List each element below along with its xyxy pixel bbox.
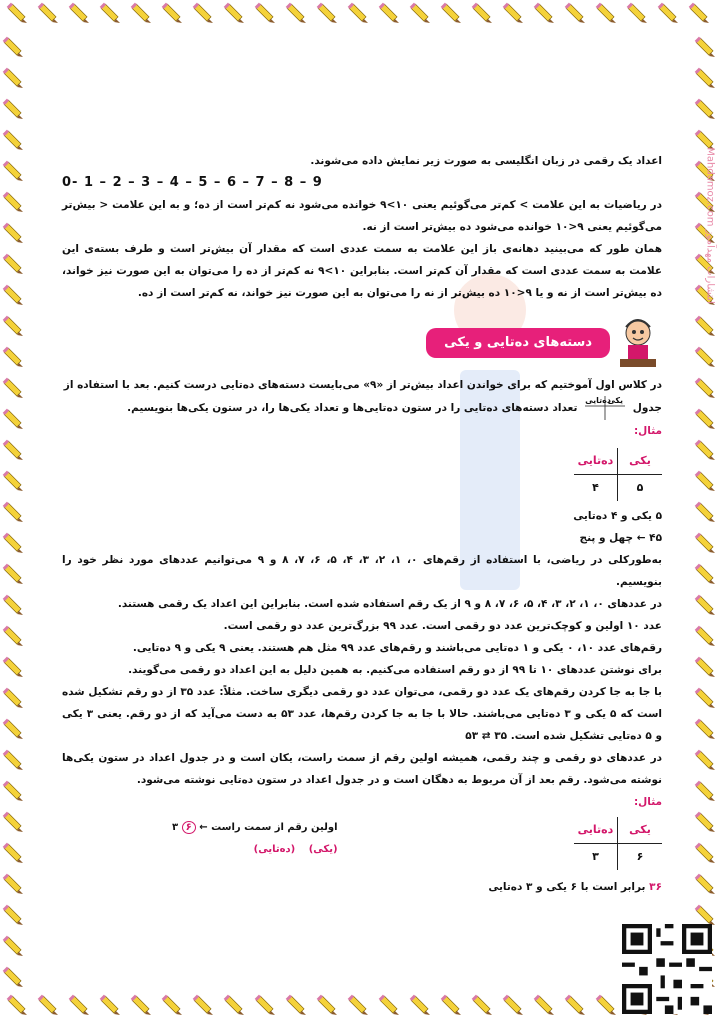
example2-number: ۳۶: [649, 881, 662, 893]
paragraph-ten-groups: در کلاس اول آموختیم که برای خواندن اعداد بیش‌تر از «۹» می‌بایست دسته‌های ده‌تایی درست کنیم. بعد با استفاده از: [63, 379, 662, 391]
qr-code-icon: [622, 924, 712, 1014]
pencil-icon: [317, 3, 337, 23]
paragraph-digits: به‌طورکلی در ریاضی، با استفاده از رقم‌های ۰، ۱، ۲، ۳، ۴، ۵، ۶، ۷، ۸ و ۹ می‌توانیم عددهای مورد نظر خود را بنویسیم.: [62, 554, 662, 588]
col-ones-header: یکی: [618, 448, 662, 475]
table-word: جدول: [632, 402, 662, 414]
paragraph-comparison-signs: در ریاضیات به این علامت > کم‌تر می‌گوئیم یعنی ۱۰>۹ خوانده می‌شود نه کم‌تر است از ده؛ و به این علامت < بیش‌تر می‌گوئیم یعنی ۹<۱۰ خوانده می‌شود ده بیش‌تر است از نه.: [62, 199, 662, 233]
pencil-icon: [100, 995, 120, 1015]
example2-result: [62, 876, 662, 898]
pencil-icon: [255, 3, 275, 23]
intro-paragraph: اعداد یک رقمی در زبان انگلیسی به صورت زیر نمایش داده می‌شوند.: [310, 155, 662, 167]
pencil-icon: [695, 502, 715, 522]
pencil-icon: [38, 995, 58, 1015]
mini-table-tens-label: ده‌تایی: [585, 396, 611, 405]
pencil-icon: [3, 161, 23, 181]
pencil-icon: [3, 347, 23, 367]
pencil-icon: [3, 688, 23, 708]
pencil-icon: [695, 657, 715, 677]
paragraph-two-digit-range: عدد ۱۰ اولین و کوچک‌ترین عدد دو رقمی است. عدد ۹۹ بزرگ‌ترین عدد دو رقمی است.: [223, 620, 662, 632]
pencil-icon: [503, 995, 523, 1015]
pencil-icon: [69, 995, 89, 1015]
pencil-icon: [472, 995, 492, 1015]
paragraph-swap-digits: [62, 681, 662, 747]
pencil-icon: [255, 995, 275, 1015]
pencil-icon: [695, 595, 715, 615]
pencil-icon: [3, 905, 23, 925]
ones-value: ۵: [636, 481, 644, 494]
pencil-icon: [224, 995, 244, 1015]
pencil-icon: [7, 3, 27, 23]
paragraph-one-digit: در عددهای ۰، ۱، ۲، ۳، ۴، ۵، ۶، ۷، ۸ و ۹ از یک رقم استفاده شده است. بنابراین این اعداد یک رقمی هستند.: [117, 598, 662, 610]
col-ones-header-2: یکی: [618, 817, 662, 844]
pencil-icon: [3, 967, 23, 987]
pencil-icon: [472, 3, 492, 23]
col-tens-header: ده‌تایی: [574, 448, 618, 475]
section-title: دسته‌های ده‌تایی و یکی: [426, 328, 610, 358]
pencil-icon: [410, 995, 430, 1015]
pencil-icon: [348, 3, 368, 23]
example2-label: مثال:: [633, 796, 662, 808]
paragraph-table-intro: [62, 396, 662, 420]
example1-line2: ۴۵ ← چهل و پنج: [579, 532, 662, 544]
digit-diagram: [172, 817, 338, 861]
pencil-icon: [3, 37, 23, 57]
pencil-icon: [3, 626, 23, 646]
ones-value-2: ۶: [636, 850, 644, 863]
sidebar-brand: [704, 40, 720, 340]
pencil-icon: [3, 378, 23, 398]
pencil-icon: [3, 223, 23, 243]
pencil-icon: [695, 533, 715, 553]
pencil-icon: [3, 750, 23, 770]
pencil-icon: [658, 3, 678, 23]
pencil-icon: [286, 3, 306, 23]
mini-table-ones-label: یکی: [607, 396, 624, 405]
pencil-icon: [3, 657, 23, 677]
pencil-icon: [379, 3, 399, 23]
pencil-icon: [534, 3, 554, 23]
pencil-icon: [695, 750, 715, 770]
pencil-icon: [695, 626, 715, 646]
diagram-ones-digit: ۶: [182, 821, 196, 834]
pencil-icon: [695, 812, 715, 832]
pencil-icon: [3, 502, 23, 522]
pencil-icon: [565, 3, 585, 23]
pencil-icon: [695, 781, 715, 801]
pencil-icon: [441, 995, 461, 1015]
arrow-icon: ←: [199, 822, 208, 833]
pencil-icon: [695, 471, 715, 491]
pencil-icon: [3, 254, 23, 274]
pencil-icon: [627, 3, 647, 23]
paragraph-sign-direction: همان طور که می‌بینید دهانه‌ی باز این علامت به سمت عددی است که مقدار آن بیش‌تر است و طرف بسته‌ی این علامت به سمت عددی است که مقدار آن کم‌تر است. بنابراین ۱۰>۹ نه کم‌تر از ده را می‌توان به این صورت نیز خواند، ده بیش‌تر است از نه و یا ۹<۱۰ ده بیش‌تر از نه را می‌توان به این صورت نیز خواند، نه کم‌تر است از ده.: [62, 243, 662, 299]
place-value-table-1: [574, 448, 662, 501]
paragraph-ones-place: در عددهای دو رقمی و چند رقمی، همیشه اولین رقم از سمت راست، یکان است و در جدول اعداد در ستون یکی‌ها نوشته می‌شود. رقم بعد از آن مربوط به دهگان است و در جدول اعداد در ستون ده‌تایی نوشته می‌شود.: [62, 752, 662, 786]
table-instruction: تعداد دسته‌های ده‌تایی را در ستون ده‌تایی‌ها و تعداد یکی‌ها را، در ستون یکی‌ها بنویسیم.: [127, 402, 578, 414]
pencil-icon: [131, 3, 151, 23]
pencil-icon: [3, 409, 23, 429]
pencil-icon: [695, 874, 715, 894]
pencil-icon: [695, 440, 715, 460]
place-value-table-2: [574, 817, 662, 870]
pencil-icon: [3, 843, 23, 863]
pencil-icon: [410, 3, 430, 23]
example2-text: برابر است با ۶ یکی و ۳ ده‌تایی: [488, 881, 646, 893]
pencil-icon: [317, 995, 337, 1015]
pencil-icon: [379, 995, 399, 1015]
pencil-icon: [695, 378, 715, 398]
pencil-icon: [3, 564, 23, 584]
tens-value-2: ۳: [574, 844, 618, 870]
pencil-icon: [596, 3, 616, 23]
pencil-icon: [565, 995, 585, 1015]
pencil-icon: [162, 995, 182, 1015]
example1-table-wrap: [62, 448, 662, 501]
pencil-icon: [286, 995, 306, 1015]
pencil-icon: [695, 564, 715, 584]
pencil-icon: [3, 812, 23, 832]
section-heading: [62, 320, 662, 366]
pencil-icon: [3, 192, 23, 212]
pencil-icon: [162, 3, 182, 23]
pencil-icon: [193, 995, 213, 1015]
example-label: مثال:: [633, 425, 662, 437]
example2-row: [62, 817, 662, 870]
pencil-icon: [596, 995, 616, 1015]
diagram-tens-digit: ۳: [172, 822, 179, 833]
pencil-icon: [695, 905, 715, 925]
pencil-icon: [3, 285, 23, 305]
pencil-icon: [3, 471, 23, 491]
diagram-ones-label: (یکی): [308, 844, 338, 855]
english-digits: 0- 1 – 2 – 3 – 4 – 5 – 6 – 7 – 8 – 9: [62, 175, 323, 190]
example1-line1: ۵ یکی و ۴ ده‌تایی: [573, 510, 662, 522]
pencil-icon: [38, 3, 58, 23]
pencil-icon: [3, 719, 23, 739]
pencil-icon: [3, 440, 23, 460]
pencil-icon: [3, 316, 23, 336]
page-content: [62, 150, 662, 898]
pencil-icon: [7, 995, 27, 1015]
pencil-icon: [695, 719, 715, 739]
pencil-icon: [3, 99, 23, 119]
pencil-icon: [441, 3, 461, 23]
diagram-tens-label: (ده‌تایی): [253, 844, 296, 855]
pencil-icon: [348, 995, 368, 1015]
tens-value: ۴: [574, 475, 618, 501]
paragraph-digits-of-10-99: رقم‌های عدد ۱۰، ۰ یکی و ۱ ده‌تایی می‌باشند و رقم‌های عدد ۹۹ مثل هم هستند. یعنی ۹ یکی و ۹ ده‌تایی.: [132, 642, 662, 654]
pencil-icon: [695, 409, 715, 429]
pencil-icon: [3, 874, 23, 894]
pencil-icon: [100, 3, 120, 23]
swap-text: با جا به جا کردن رقم‌های یک عدد دو رقمی، می‌توان عدد دو رقمی دیگری ساخت. مثلاً: عدد ۳۵ از دو رقم تشکیل شده است که ۵ یکی و ۳ ده‌تایی می‌باشند. حالا با جا به جا کردن رقم‌ها، عدد ۵۳ به دست می‌آید که از دو رقم. یعنی ۳ یکی و ۵ ده‌تایی تشکیل شده است.: [62, 686, 663, 742]
swap-example: ۳۵ ⇄ ۵۳: [465, 730, 508, 742]
pencil-icon: [3, 595, 23, 615]
pencil-icon: [3, 533, 23, 553]
pencil-icon: [3, 68, 23, 88]
mini-place-value-table: [585, 396, 625, 420]
col-tens-header-2: ده‌تایی: [574, 817, 618, 844]
diagram-caption: اولین رقم از سمت راست: [211, 822, 338, 833]
paragraph-two-digit-def: برای نوشتن عددهای ۱۰ تا ۹۹ از دو رقم استفاده می‌کنیم. به همین دلیل به این اعداد دو رقمی می‌گویند.: [128, 664, 662, 676]
sidebar-brand-text: انتشارات مهدآموز Mahdamoz.com: [704, 147, 716, 304]
pencil-icon: [3, 130, 23, 150]
pencil-icon: [689, 3, 709, 23]
pencil-icon: [131, 995, 151, 1015]
pencil-icon: [534, 995, 554, 1015]
pencil-icon: [69, 3, 89, 23]
pencil-icon: [503, 3, 523, 23]
pencil-icon: [224, 3, 244, 23]
pencil-icon: [3, 936, 23, 956]
student-icon: [614, 317, 662, 369]
pencil-icon: [3, 781, 23, 801]
pencil-icon: [695, 843, 715, 863]
pencil-icon: [193, 3, 213, 23]
pencil-icon: [695, 688, 715, 708]
